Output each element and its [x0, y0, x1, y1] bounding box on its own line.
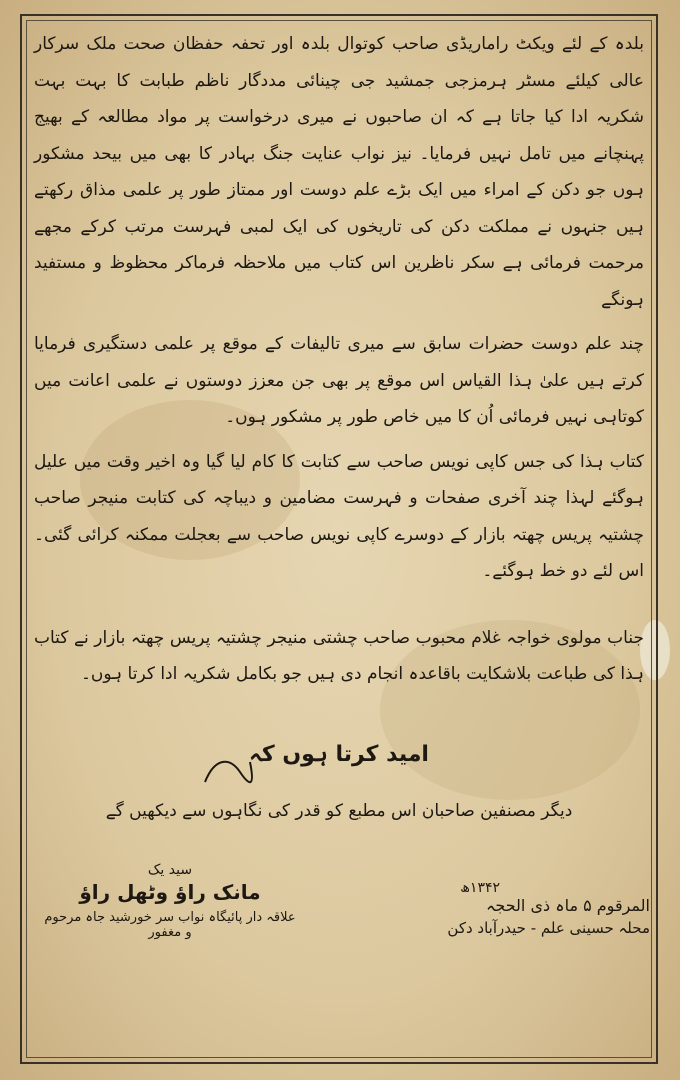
paragraph-calligraphy: کتاب ہذا کی جس کاپی نویس صاحب سے کتابت کا کام لیا گیا وہ اخیر وقت میں علیل ہوگئے لہذا چند آخری صفحات و فہرست مضامین و دیباچہ کی کتابت منیجر صاحب چشتیہ پریس چھتہ بازار کے دوسرے کاپی نویس صاحب سے بعجلت ممکنہ کرائی گئی۔ اس لئے دو خط ہوگئے۔: [34, 451, 644, 581]
signature-name: مانک راؤ وٹھل راؤ: [79, 880, 261, 904]
closing-hope: امید کرتا ہوں کہ: [249, 742, 429, 767]
signature-label: سید یک: [147, 862, 193, 878]
paragraph-printer: جناب مولوی خواجہ غلام محبوب صاحب چشتی منیجر چشتیہ پریس چھتہ بازار نے کتاب ہذا کی طباعت بلاشکایت باقاعدہ انجام دی ہیں جو بکامل شکریہ ادا کرتا ہوں۔: [34, 627, 644, 684]
signature-author: [40, 862, 300, 940]
closing-subline: دیگر مصنفین صاحبان اس مطبع کو قدر کی نگاہوں سے دیکھیں گے: [105, 801, 573, 821]
paragraph-friends: چند علم دوست حضرات سابق سے میری تالیفات کے موقع پر علمی دستگیری فرمایا کرتے ہیں علیٰ ہذا القیاس اس موقع پر بھی جن معزز دوستوں نے علمی اعانت میں کوتاہی نہیں فرمائی اُن کا میں خاص طور پر مشکور ہوں۔: [34, 334, 644, 427]
signature-place: محلہ حسینی علم - حیدرآباد دکن: [447, 919, 650, 937]
signature-date: المرقوم ۵ ماہ ذی الحجہ: [486, 896, 650, 915]
signature-year: ۱۳۴۲ھ: [460, 880, 500, 896]
signature-date-block: [370, 880, 650, 937]
flourish-ornament: [200, 752, 260, 792]
preface-body: [34, 26, 644, 693]
signature-address: علاقہ دار پائیگاہ نواب سر خورشید جاہ مرحوم و مغفور: [44, 910, 296, 940]
paragraph-acknowledgement: بلدہ کے لئے ویکٹ راماریڈی صاحب کوتوال بلدہ اور تحفہ حفظان صحت ملک سرکار عالی کیلئے مسٹر ہرمزجی جمشید جی چینائی مددگار ناظم طبابت کا بہت بہت شکریہ ادا کیا جاتا ہے کہ ان صاحبوں نے میری درخواست پر مواد مطالعہ کے بھیج پہنچانے میں تامل نہیں فرمایا۔ نیز نواب عنایت جنگ بہادر کا بھی میں بیحد مشکور ہوں جو دکن کے امراء میں ایک بڑے علم دوست اور ممتاز طور پر علمی مذاق رکھتے ہیں جنہوں نے مملکت دکن کی تاریخوں کی ایک لمبی فہرست مرتب کرکے مجھے مرحمت فرمائی ہے سکر ناظرین اس کتاب میں ملاحظہ فرماکر محظوظ و مستفید ہونگے: [34, 34, 644, 310]
